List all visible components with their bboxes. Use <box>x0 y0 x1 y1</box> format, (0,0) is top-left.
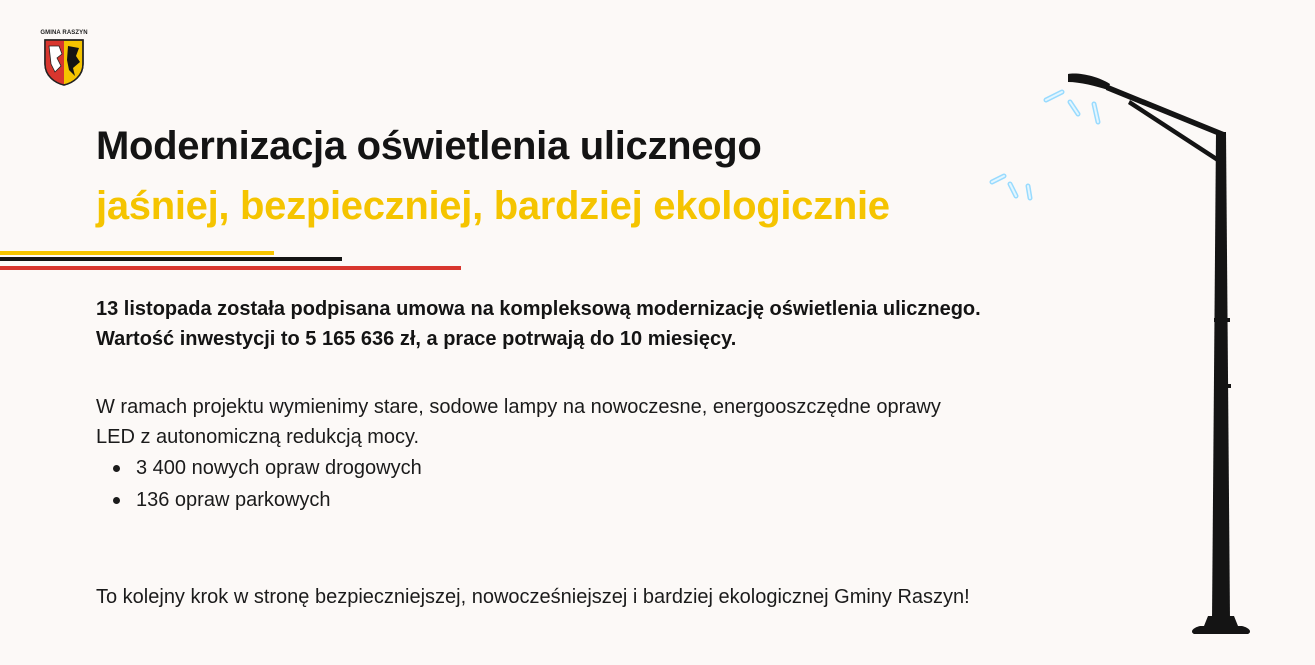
bullet-list <box>96 452 422 516</box>
lead-line-2: Wartość inwestycji to 5 165 636 zł, a prace potrwają do 10 miesięcy. <box>96 328 737 350</box>
closing-paragraph: To kolejny krok w stronę bezpieczniejszej, nowocześniejszej i bardziej ekologicznej Gminy Raszyn! <box>96 586 970 608</box>
lead-paragraph <box>96 294 1096 354</box>
list-item: 3 400 nowych opraw drogowych <box>96 452 422 484</box>
coat-of-arms-icon <box>43 38 85 86</box>
description-line-2: LED z autonomiczną redukcją mocy. <box>96 426 420 448</box>
logo <box>40 30 88 90</box>
logo-text: GMINA RASZYN <box>40 30 88 36</box>
black-stripe <box>0 257 342 261</box>
street-lamp-icon <box>980 60 1280 650</box>
red-stripe <box>0 266 461 270</box>
list-item: 136 opraw parkowych <box>96 484 422 516</box>
description-line-1: W ramach projektu wymienimy stare, sodowe lampy na nowoczesne, energooszczędne oprawy <box>96 396 941 418</box>
page-title: Modernizacja oświetlenia ulicznego <box>96 124 762 168</box>
description-paragraph <box>96 392 1096 452</box>
yellow-stripe <box>0 251 274 255</box>
page-subtitle: jaśniej, bezpieczniej, bardziej ekologicznie <box>96 184 890 228</box>
lead-line-1: 13 listopada została podpisana umowa na kompleksową modernizację oświetlenia ulicznego. <box>96 298 981 320</box>
